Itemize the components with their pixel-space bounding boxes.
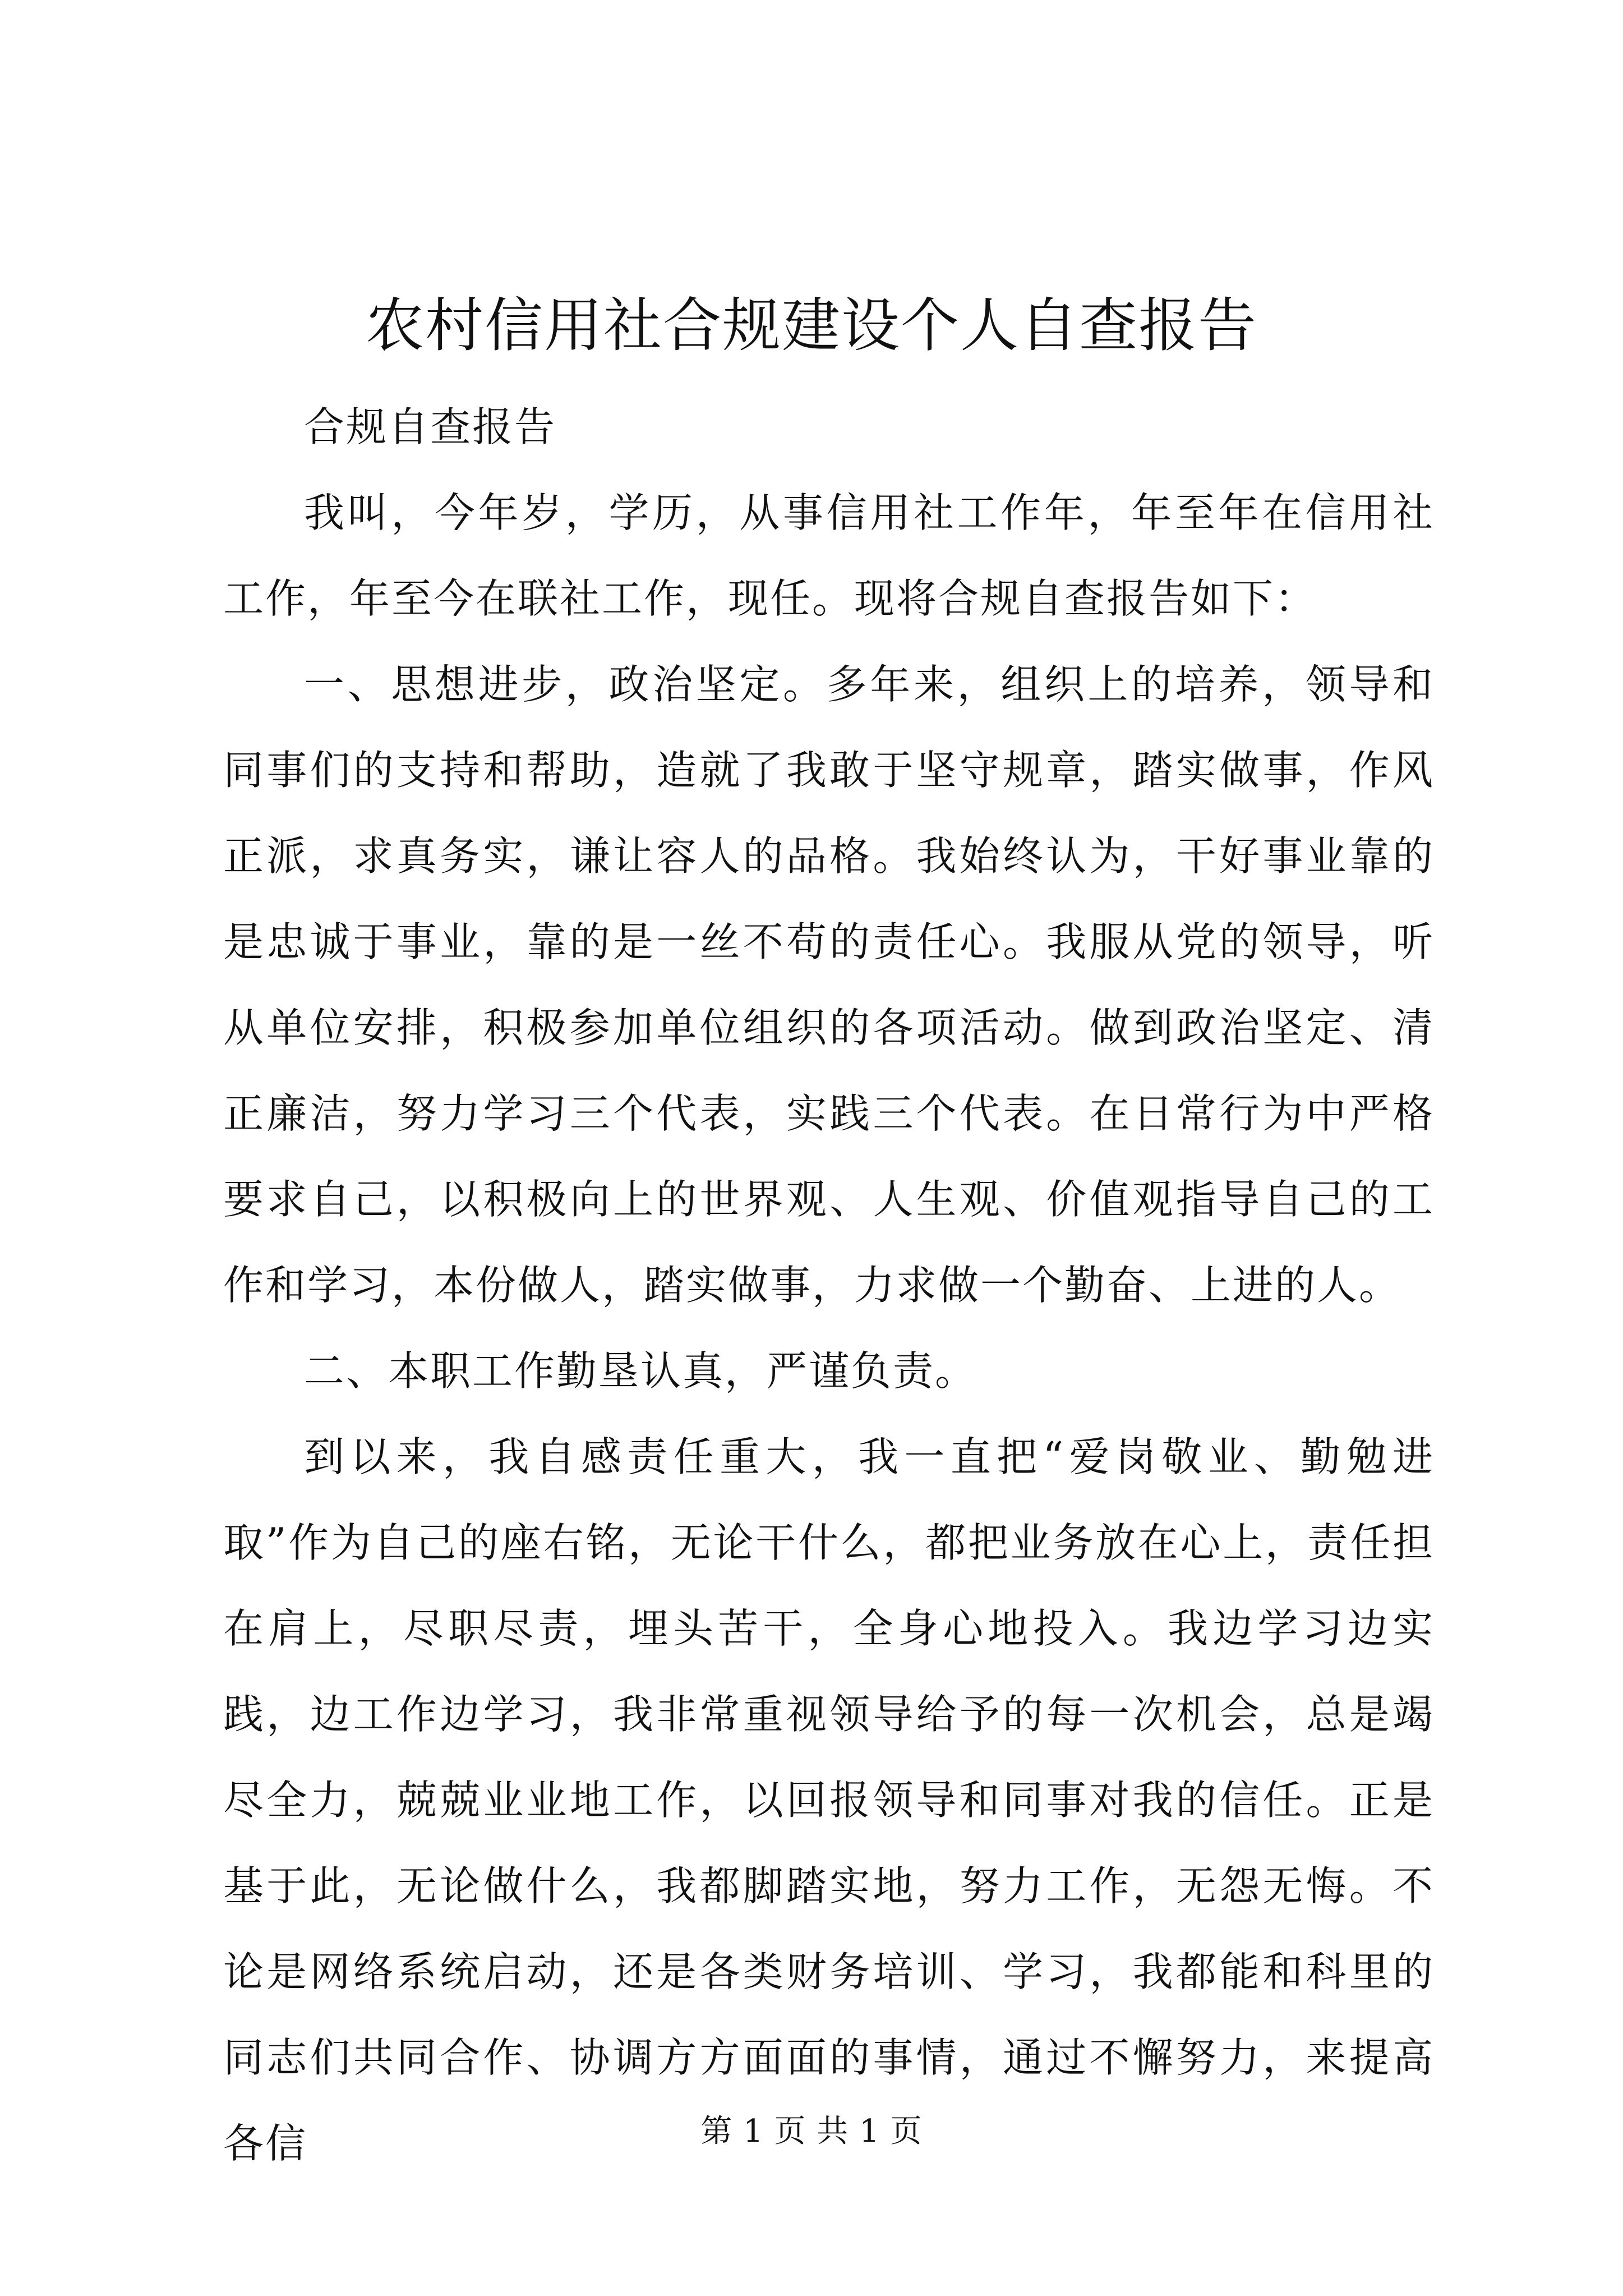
paragraph-subtitle: 合规自查报告 [304,403,557,450]
document-title: 农村信用社合规建设个人自查报告 [365,291,1257,360]
paragraph-section-1: 一、思想进步，政治坚定。多年来，组织上的培养，领导和同事们的支持和帮助，造就了我敢于坚守规章，踏实做事，作风正派，求真务实，谦让容人的品格。我始终认为，干好事业靠的是忠诚于事业，靠的是一丝不苟的责任心。我服从党的领导，听从单位安排，积极参加单位组织的各项活动。做到政治坚定、清正廉洁，努力学习三个代表，实践三个代表。在日常行为中严格要求自己，以积极向上的世界观、人生观、价值观指导自己的工作和学习，本份做人，踏实做事，力求做一个勤奋、上进的人。 [223,661,1435,1309]
paragraph-section-2-heading: 二、本职工作勤垦认真，严谨负责。 [304,1347,978,1395]
paragraph-intro: 我叫，今年岁，学历，从事信用社工作年，年至年在信用社工作，年至今在联社工作，现任。现将合规自查报告如下： [223,489,1435,622]
document-body [223,384,1435,2187]
page-footer: 第 1 页 共 1 页 [700,2113,923,2150]
paragraph-section-2-body: 到以来，我自感责任重大，我一直把“爱岗敬业、勤勉进取”作为自己的座右铭，无论干什么，都把业务放在心上，责任担在肩上，尽职尽责，埋头苦干，全身心地投入。我边学习边实践，边工作边学习，我非常重视领导给予的每一次机会，总是竭尽全力，兢兢业业地工作，以回报领导和同事对我的信任。正是基于此，无论做什么，我都脚踏实地，努力工作，无怨无悔。不论是网络系统启动，还是各类财务培训、学习，我都能和科里的同志们共同合作、协调方方面面的事情，通过不懈努力，来提高各信 [223,1433,1435,2167]
